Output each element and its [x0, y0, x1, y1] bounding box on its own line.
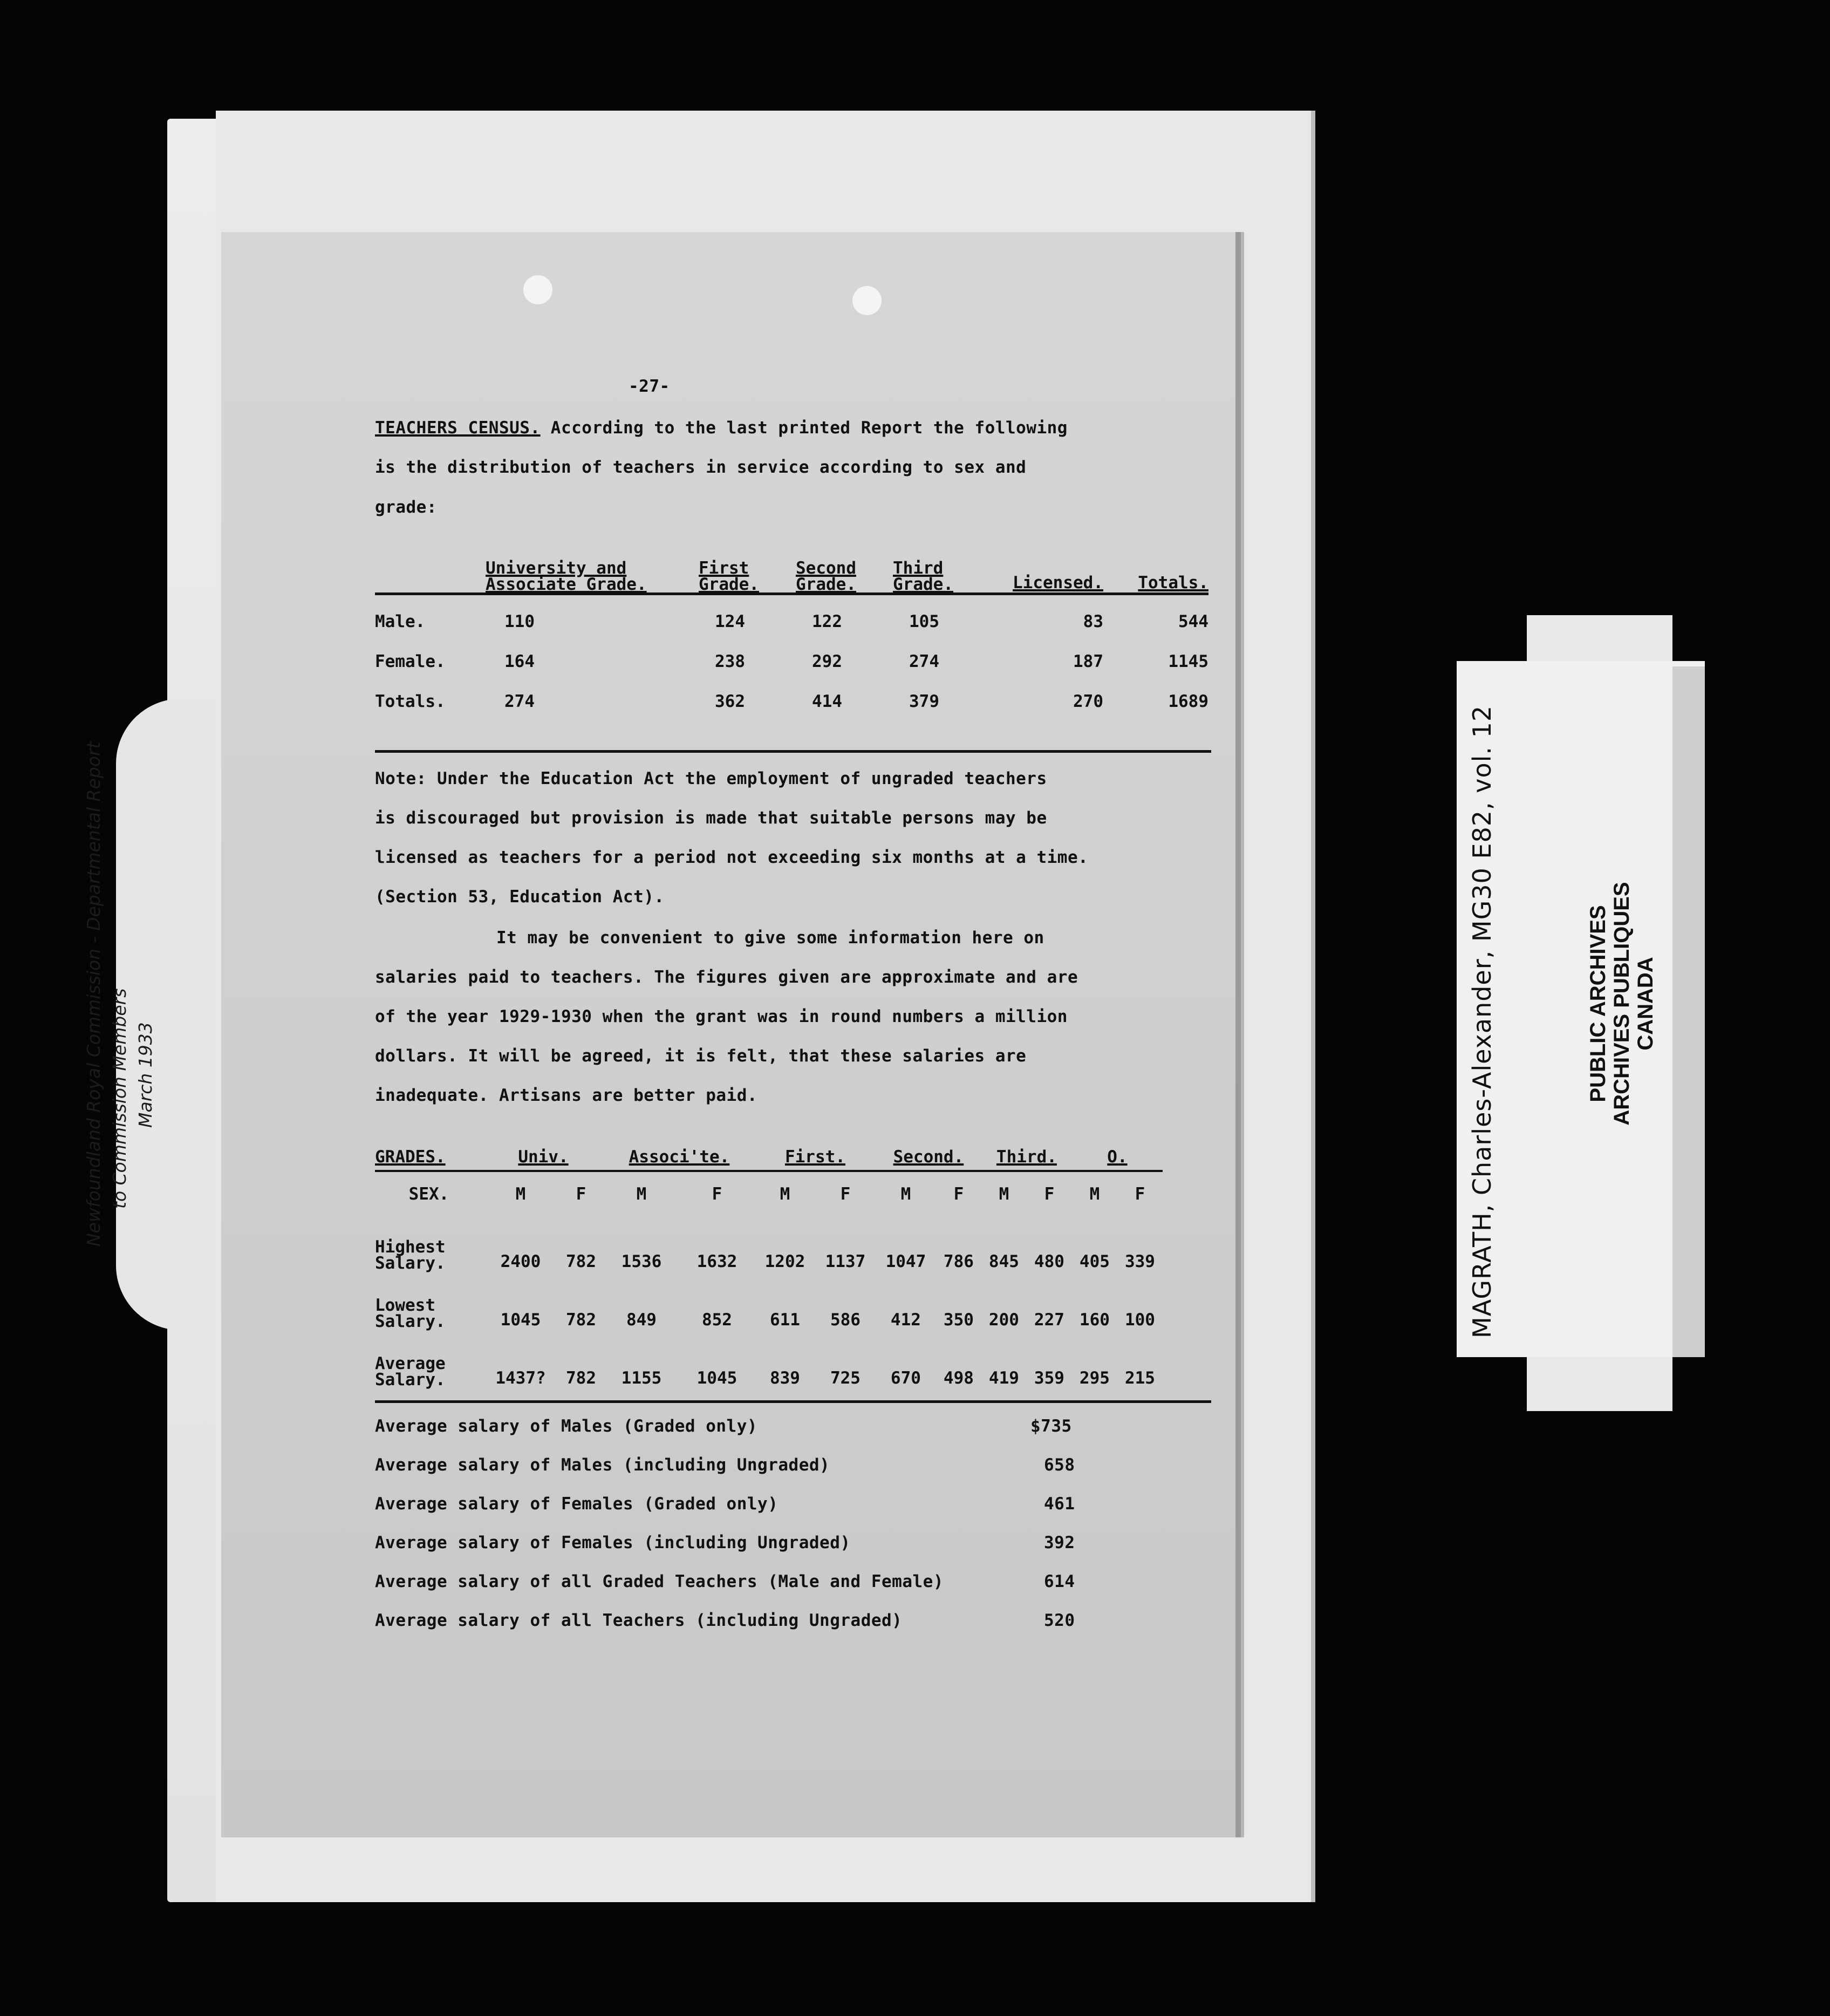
sex-cell: F	[840, 1184, 851, 1204]
salary-cell: 725	[830, 1368, 861, 1388]
salary-grade-second: Second.	[893, 1147, 964, 1167]
stamp-line-1: PUBLIC ARCHIVES	[1586, 905, 1610, 1102]
intro-line-3: grade:	[375, 498, 437, 517]
census-header-university: University and Associate Grade.	[486, 558, 647, 594]
note-line-2: is discouraged but provision is made that suitable persons may be	[375, 808, 1047, 828]
salary-sex-label: SEX.	[408, 1184, 449, 1204]
salary-table	[375, 1144, 1163, 1388]
average-label: Average salary of all Teachers (including Ungraded)	[375, 1611, 903, 1630]
paragraph-line-2: salaries paid to teachers. The figures given are approximate and are	[375, 968, 1078, 987]
average-label: Average salary of Females (Graded only)	[375, 1494, 779, 1514]
sex-cell: F	[1044, 1184, 1055, 1204]
sex-cell: F	[1135, 1184, 1145, 1204]
salary-cell: 419	[988, 1368, 1019, 1388]
sex-cell: F	[953, 1184, 964, 1204]
census-header-row	[375, 534, 1208, 594]
average-label: Average salary of all Graded Teachers (Male and Female)	[375, 1572, 944, 1591]
archive-reference: MAGRATH, Charles-Alexander, MG30 E82, vol. 12	[1467, 705, 1497, 1338]
census-row-female	[375, 642, 1208, 682]
census-cell: 238	[715, 652, 745, 671]
salary-cell: 1137	[825, 1252, 866, 1271]
paragraph-line-4: dollars. It will be agreed, it is felt, that these salaries are	[375, 1046, 1027, 1066]
census-cell: 83	[1083, 612, 1103, 631]
salary-row-highest	[375, 1213, 1163, 1271]
salary-cell: 1437?	[495, 1368, 546, 1388]
salary-cell: 2400	[500, 1252, 541, 1271]
census-cell: 1145	[1168, 652, 1208, 671]
margin-note-line-2: to Commission Members	[109, 988, 130, 1209]
punch-hole-right	[852, 286, 882, 315]
salary-cell: 350	[943, 1310, 974, 1330]
document-page	[221, 232, 1241, 1837]
census-bottom-rule	[375, 750, 1211, 753]
stamp-line-2: ARCHIVES PUBLIQUES	[1610, 882, 1634, 1126]
average-value: $735	[1030, 1416, 1072, 1436]
sex-cell: M	[636, 1184, 647, 1204]
salary-cell: 670	[890, 1368, 921, 1388]
census-cell: 274	[909, 652, 939, 671]
salary-cell: 782	[566, 1368, 596, 1388]
salary-cell: 405	[1079, 1252, 1110, 1271]
salary-cell: 498	[943, 1368, 974, 1388]
salary-cell: 782	[566, 1310, 596, 1330]
census-cell: 110	[504, 612, 535, 631]
salary-row-average	[375, 1330, 1163, 1388]
salary-cell: 412	[890, 1310, 921, 1330]
average-value: 658	[1044, 1455, 1075, 1475]
note-line-4: (Section 53, Education Act).	[375, 887, 665, 907]
salary-cell: 1045	[697, 1368, 738, 1388]
salary-cell: 1155	[621, 1368, 662, 1388]
census-cell: 105	[909, 612, 939, 631]
salary-cell: 1045	[500, 1310, 541, 1330]
archive-card-edge	[1672, 666, 1705, 1357]
salary-cell: 200	[988, 1310, 1019, 1330]
salary-row-label: Lowest Salary.	[375, 1296, 446, 1331]
salary-cell: 339	[1124, 1252, 1155, 1271]
census-cell: 292	[812, 652, 842, 671]
salary-sex-row	[375, 1175, 1163, 1213]
sex-cell: M	[900, 1184, 911, 1204]
stamp-line-3: CANADA	[1634, 957, 1657, 1051]
census-header-blank	[375, 534, 486, 594]
note-line-3: licensed as teachers for a period not exceeding six months at a time.	[375, 848, 1089, 867]
salary-cell: 786	[943, 1252, 974, 1271]
salary-cell: 160	[1079, 1310, 1110, 1330]
salary-grade-first: First.	[784, 1147, 845, 1167]
census-cell: 544	[1178, 612, 1208, 631]
average-label: Average salary of Males (Graded only)	[375, 1416, 758, 1436]
note-line-1: Note: Under the Education Act the employment of ungraded teachers	[375, 769, 1047, 788]
census-heading: TEACHERS CENSUS.	[375, 418, 541, 438]
census-cell: 274	[504, 692, 535, 711]
sex-cell: F	[576, 1184, 586, 1204]
salary-cell: 845	[988, 1252, 1019, 1271]
intro-line-2: is the distribution of teachers in service according to sex and	[375, 458, 1027, 477]
margin-note-line-1: Newfoundland Royal Commission - Departmental Report	[83, 741, 104, 1247]
census-row-label: Totals.	[375, 692, 446, 711]
salary-cell: 227	[1034, 1310, 1064, 1330]
average-value: 520	[1044, 1611, 1075, 1630]
salary-grades-row	[375, 1144, 1163, 1171]
page-number: -27-	[629, 377, 670, 396]
sex-cell: F	[712, 1184, 722, 1204]
census-header-totals: Totals.	[1138, 573, 1208, 592]
punch-hole-left	[523, 275, 552, 304]
average-value: 461	[1044, 1494, 1075, 1514]
salary-cell: 359	[1034, 1368, 1064, 1388]
salary-cell: 1202	[764, 1252, 805, 1271]
average-label: Average salary of Females (including Ungraded)	[375, 1533, 851, 1552]
census-cell: 270	[1073, 692, 1103, 711]
census-table	[375, 534, 1208, 721]
salary-bottom-rule	[375, 1400, 1211, 1403]
salary-grade-third: Third.	[996, 1147, 1057, 1167]
average-value: 614	[1044, 1572, 1075, 1591]
intro-line-1-text: According to the last printed Report the following	[550, 418, 1068, 438]
salary-grade-associate: Associ'te.	[629, 1147, 730, 1167]
salary-cell: 1632	[697, 1252, 738, 1271]
average-label: Average salary of Males (including Ungraded)	[375, 1455, 830, 1475]
salary-row-label: Average Salary.	[375, 1354, 446, 1390]
archive-stamp	[1586, 858, 1657, 1149]
salary-cell: 611	[769, 1310, 800, 1330]
census-header-licensed: Licensed.	[1013, 573, 1103, 592]
margin-note-line-3: March 1933	[135, 1022, 156, 1128]
salary-cell: 480	[1034, 1252, 1064, 1271]
census-row-male	[375, 602, 1208, 642]
census-cell: 1689	[1168, 692, 1208, 711]
salary-row-label: Highest Salary.	[375, 1237, 446, 1273]
paragraph-line-5: inadequate. Artisans are better paid.	[375, 1086, 758, 1105]
census-header-third: Third Grade.	[893, 558, 953, 594]
salary-cell: 295	[1079, 1368, 1110, 1388]
salary-cell: 849	[626, 1310, 657, 1330]
salary-cell: 586	[830, 1310, 861, 1330]
census-cell: 414	[812, 692, 842, 711]
salary-row-lowest	[375, 1271, 1163, 1330]
salary-cell: 215	[1124, 1368, 1155, 1388]
salary-cell: 852	[701, 1310, 732, 1330]
census-cell: 379	[909, 692, 939, 711]
census-cell: 187	[1073, 652, 1103, 671]
intro-line-1	[375, 418, 1068, 438]
average-value: 392	[1044, 1533, 1075, 1552]
salary-grade-other: O.	[1107, 1147, 1128, 1167]
sex-cell: M	[780, 1184, 790, 1204]
salary-cell: 782	[566, 1252, 596, 1271]
salary-grades-label: GRADES.	[375, 1147, 446, 1167]
salary-cell: 1536	[621, 1252, 662, 1271]
census-cell: 362	[715, 692, 745, 711]
paragraph-line-3: of the year 1929-1930 when the grant was in round numbers a million	[375, 1007, 1068, 1026]
salary-cell: 1047	[885, 1252, 926, 1271]
margin-handwritten-note	[81, 741, 159, 1247]
salary-grade-univ: Univ.	[518, 1147, 569, 1167]
census-header-second: Second Grade.	[796, 558, 856, 594]
sex-cell: M	[1089, 1184, 1100, 1204]
census-row-totals	[375, 682, 1208, 721]
census-row-label: Male.	[375, 612, 426, 631]
salary-cell: 839	[769, 1368, 800, 1388]
census-cell: 124	[715, 612, 745, 631]
sex-cell: M	[999, 1184, 1009, 1204]
salary-cell: 100	[1124, 1310, 1155, 1330]
sex-cell: M	[515, 1184, 526, 1204]
census-cell: 164	[504, 652, 535, 671]
census-row-label: Female.	[375, 652, 446, 671]
census-cell: 122	[812, 612, 842, 631]
census-header-first: First Grade.	[699, 558, 759, 594]
paragraph-line-1: It may be convenient to give some information here on	[496, 928, 1044, 948]
